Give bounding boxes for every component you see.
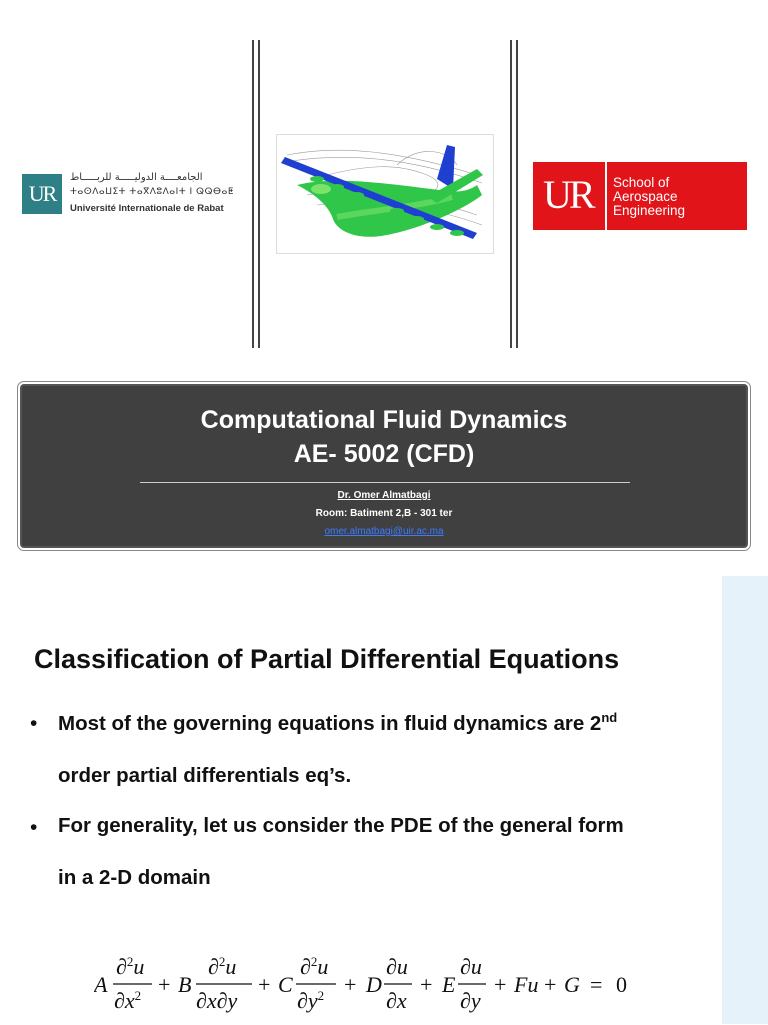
svg-text:∂u: ∂u (460, 954, 482, 979)
course-title: Computational Fluid Dynamics (200, 406, 568, 434)
course-title-banner (20, 384, 748, 548)
slide-heading: Classification of Partial Differential Equations (34, 644, 620, 674)
uir-logo-left (22, 172, 242, 220)
svg-text:=: = (590, 972, 603, 997)
school-aerospace-logo (533, 162, 747, 230)
svg-text:∂2u: ∂$^2$u (208, 954, 237, 979)
svg-text:A: A (94, 972, 108, 997)
svg-text:∂x: ∂x (386, 988, 407, 1013)
svg-text:∂2u: ∂$^2$u (116, 954, 145, 979)
svg-text:∂x2: $\partial x^2$ (114, 988, 142, 1013)
aircraft-cfd-image (276, 134, 494, 254)
uir-arabic-name: الجامعــــة الدوليـــــة للربـــــاط (70, 172, 203, 183)
school-name: School of Aerospace Engineering (613, 175, 686, 218)
bullet-1-line-1: Most of the governing equations in fluid dynamics are 2nd (58, 710, 618, 735)
vertical-separator-left (252, 40, 262, 348)
uir-tifinagh-name: ⵜⴰⵙⴷⴰⵡⵉⵜ ⵜⴰⴳⴷⵓⴷⴰⵏⵜ ⵏ ⵕⵕⴱⴰⵟ (70, 187, 234, 197)
banner-divider (140, 482, 630, 483)
svg-text:+: + (494, 972, 507, 997)
pde-general-form-equation (94, 950, 654, 1020)
svg-text:D: D (366, 972, 382, 997)
svg-text:+: + (420, 972, 433, 997)
bullet-icon: • (30, 816, 38, 839)
room-info: Room: Batiment 2,B - 301 ter (315, 508, 453, 519)
svg-text:+: + (544, 972, 557, 997)
svg-text:∂u: ∂u (386, 954, 408, 979)
svg-text:C: C (278, 972, 293, 997)
svg-text:∂y2: $\partial y^2$ (297, 988, 325, 1013)
svg-text:∂2u: ∂$^2$u (300, 954, 329, 979)
instructor-email-link[interactable]: omer.almatbagi@uir.ac.ma (324, 526, 444, 537)
svg-text:+: + (158, 972, 171, 997)
svg-text:+: + (344, 972, 357, 997)
svg-text:E: E (442, 972, 456, 997)
svg-text:∂x∂y: ∂x∂y (196, 988, 238, 1013)
uir-mark: UR (22, 174, 62, 214)
instructor-name: Dr. Omer Almatbagi (337, 490, 431, 501)
school-mark: UR (543, 172, 593, 217)
bullet-1-line-2: order partial differentials eq’s. (58, 764, 352, 787)
bullet-2-line-1: For generality, let us consider the PDE of the general form (58, 814, 624, 837)
bullet-2-line-2: in a 2-D domain (58, 866, 211, 889)
svg-text:0: 0 (616, 972, 627, 997)
bullet-icon: • (30, 712, 38, 735)
svg-text:B: B (178, 972, 192, 997)
side-panel (722, 576, 768, 1024)
svg-text:Fu: Fu (514, 972, 539, 997)
svg-text:G: G (564, 972, 580, 997)
course-code: AE- 5002 (CFD) (293, 440, 475, 468)
uir-french-name: Université Internationale de Rabat (70, 203, 224, 214)
vertical-separator-right (510, 40, 520, 348)
svg-text:+: + (258, 972, 271, 997)
svg-text:∂y: ∂y (460, 988, 481, 1013)
